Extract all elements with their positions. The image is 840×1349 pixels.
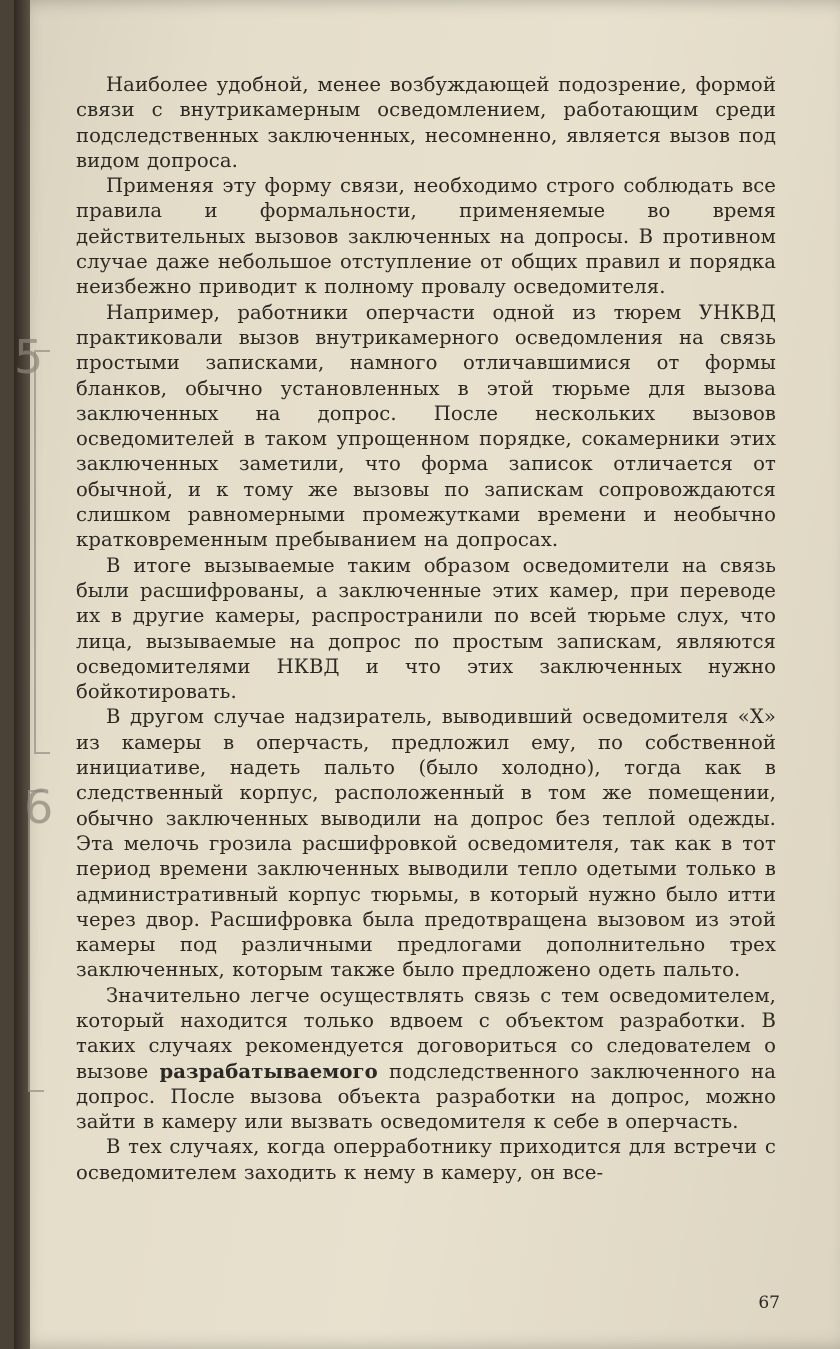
page-text [76,72,776,1185]
book-spine [14,0,30,1349]
paragraph-6-start: Значительно легче осуществлять связь с тем осведомителем, который находится только вдвоем с объектом разработки. В таких случаях рекомендуется договориться со следователем о вызове [76,983,776,1083]
paragraph-5: В другом случае надзиратель, выводивший осведомителя «X» из камеры в оперчасть, предложил ему, по собственной инициативе, надеть пальто (было холодно), тогда как в следственный корпус, расположенный в том же помещении, обычно заключенных выводили на допрос без теплой одежды. Эта мелочь грозила расшифровкой осведомителя, так как в тот период времени заключенных выводили тепло одетыми только в административный корпус тюрьмы, в который нужно было итти через двор. Расшифровка была предотвращена вызовом из этой камеры под различными предлогами дополнительно трех заключенных, которым также было предложено одеть пальто. [76,705,776,982]
margin-mark-5: 5 [14,330,44,384]
margin-bracket-bottom [28,790,44,1092]
paragraph-3: Например, работники оперчасти одной из тюрем УНКВД практиковали вызов внутрикамерного осведомления на связь простыми записками, намного отличавшимися от формы бланков, обычно установленных в этой тюрьме для вызова заключенных на допрос. После нескольких вызовов осведомителей в таком упрощенном порядке, сокамерники этих заключенных заметили, что форма записок отличается от обычной, и к тому же вызовы по запискам сопровождаются слишком равномерными промежутками времени и необычно кратковременным пребыванием на допросах. [76,300,776,552]
paragraph-4: В итоге вызываемые таким образом осведомители на связь были расшифрованы, а заключенные этих камер, при переводе их в другие камеры, распространили по всей тюрьме слух, что лица, вызываемые на допрос по простым запискам, являются осведомителями НКВД и что этих заключенных нужно бойкотировать. [76,553,776,704]
margin-mark-6: 6 [24,780,54,834]
book-page [14,0,840,1349]
paragraph-1: Наиболее удобной, менее возбуждающей подозрение, формой связи с внутрикамерным осведомлением, работающим среди подследственных заключенных, несомненно, является вызов под видом допроса. [76,73,776,172]
paragraph-6-end: подследственного заключенного на допрос. После вызова объекта разработки на допрос, можно зайти в камеру или вызвать осведомителя к себе в оперчасть. [76,1059,776,1134]
paragraph-6 [76,983,776,1135]
bold-term: разрабатываемого [159,1059,378,1083]
paragraph-7: В тех случаях, когда оперработнику приходится для встречи с осведомителем заходить к нему в камеру, он все- [76,1135,776,1184]
paragraph-2: Применяя эту форму связи, необходимо строго соблюдать все правила и формальности, применяемые во время действительных вызовов заключенных на допросы. В противном случае даже небольшое отступление от общих правил и порядка неизбежно приводит к полному провалу осведомителя. [76,174,776,299]
margin-bracket-top [34,350,50,754]
page-number: 67 [758,1293,780,1313]
